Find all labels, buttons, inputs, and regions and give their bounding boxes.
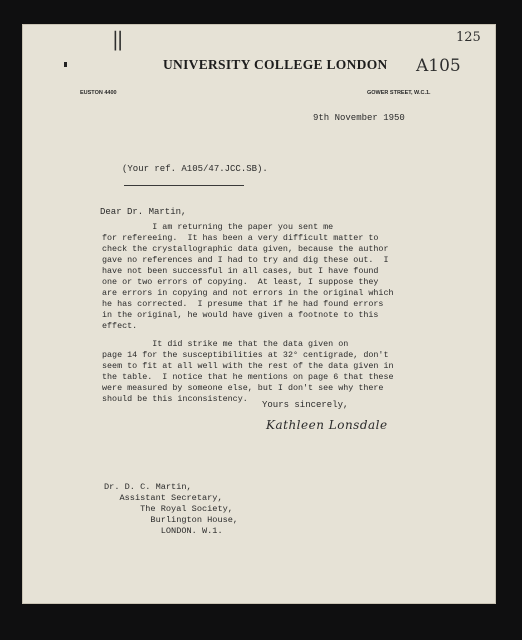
body-line: are errors in copying and not errors in the original which — [102, 288, 394, 298]
letterhead-address: GOWER STREET, W.C.1. — [367, 90, 431, 96]
body-line: should be this inconsistency. — [102, 394, 248, 404]
corner-mark: || — [112, 27, 122, 51]
recipient-line: Burlington House, — [104, 515, 239, 525]
recipient-line: Assistant Secretary, — [104, 493, 223, 503]
body-line: I am returning the paper you sent me — [102, 222, 334, 232]
signature: Kathleen Lonsdale — [266, 418, 388, 432]
body-line: for refereeing. It has been a very difficult matter to — [102, 233, 379, 243]
body-line: have not been successful in all cases, but I have found — [102, 266, 379, 276]
body-line: seem to fit at all well with the rest of the data given in — [102, 361, 394, 371]
page-number: 125 — [456, 30, 481, 45]
body-line: It did strike me that the data given on — [102, 339, 349, 349]
file-reference: A105 — [416, 56, 461, 76]
ink-dot — [64, 62, 67, 67]
salutation: Dear Dr. Martin, — [100, 207, 187, 217]
body-line: effect. — [102, 321, 138, 331]
body-line: were measured by someone else, but I don't see why there — [102, 383, 384, 393]
recipient-line: Dr. D. C. Martin, — [104, 482, 192, 492]
body-line: he has corrected. I presume that if he had found errors — [102, 299, 384, 309]
letterhead-phone: EUSTON 4400 — [80, 90, 117, 96]
letterhead-title: UNIVERSITY COLLEGE LONDON — [163, 57, 388, 72]
body-line: in the original, he would have given a footnote to this — [102, 310, 379, 320]
body-line: page 14 for the susceptibilities at 32° centigrade, don't — [102, 350, 389, 360]
body-line: the table. I notice that he mentions on page 6 that these — [102, 372, 394, 382]
recipient-line: LONDON. W.1. — [104, 526, 223, 536]
letter-page — [22, 24, 496, 604]
reference-underline — [124, 185, 244, 186]
body-line: one or two errors of copying. At least, I suppose they — [102, 277, 379, 287]
recipient-line: The Royal Society, — [104, 504, 233, 514]
body-line: gave no references and I had to try and dig these out. I — [102, 255, 389, 265]
reference-line: (Your ref. A105/47.JCC.SB). — [122, 164, 268, 174]
body-line: check the crystallographic data given, because the author — [102, 244, 389, 254]
closing: Yours sincerely, — [262, 400, 349, 410]
letter-date: 9th November 1950 — [313, 113, 405, 123]
